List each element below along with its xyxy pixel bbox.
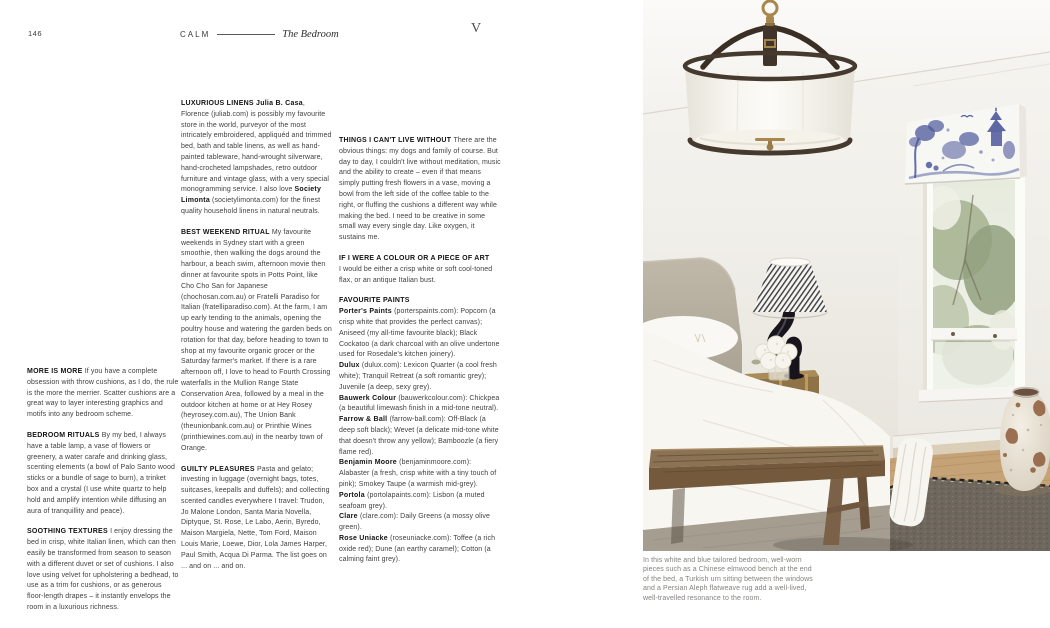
- paint-brand: Portola: [339, 491, 368, 499]
- section-heading: THINGS I CAN'T LIVE WITHOUT: [339, 137, 454, 144]
- section-heading: GUILTY PLEASURES: [181, 465, 257, 473]
- sash-lift: [993, 334, 997, 338]
- chapter-title: CALM: [180, 30, 211, 39]
- paint-brand: Benjamin Moore: [339, 459, 400, 467]
- section-heading: BEST WEEKEND RITUAL: [181, 228, 272, 236]
- paint-brand: Rose Uniacke: [339, 534, 391, 542]
- brass-finial: [767, 144, 774, 151]
- header-rule: [217, 34, 275, 35]
- section-heading: LUXURIOUS LINENS: [181, 100, 257, 107]
- photo-caption: In this white and blue tailored bedroom, well-worn pieces such as a Chinese elmwood bench at the end of the bed, a Turkish urn sitting between the windows and a Persian Aleph flatweave rug add a well-lived, well-travelled resonance to the room.: [643, 557, 813, 602]
- section-heading: SOOTHING TEXTURES: [27, 528, 111, 536]
- text-section: THINGS I CAN'T LIVE WITHOUT There are the obvious things: my dogs and family of course. But day to day, I couldn't live without meditation, music and the ability to create – even if that means simply putting fresh flowers in a vase, moving a bowl from the left side of the coffee table to the right, or fluffing the cushions a different way while making the bed. I need to be creative in some small way every single day. Like oxygen, it sustains me.: [339, 137, 501, 242]
- sash-lift: [951, 332, 955, 336]
- running-head: [180, 29, 339, 40]
- paint-brand: Clare: [339, 513, 360, 521]
- paint-entry: Dulux (dulux.com): Lexicon Quarter (a cool fresh white); Tranquil Retreat (a soft romantic grey); Juvenile (a deep, sexy grey).: [339, 362, 497, 391]
- window: [917, 148, 1031, 402]
- text-section: IF I WERE A COLOUR OR A PIECE OF ART I would be either a crisp white or soft cool-toned flax, or an antique Italian bust.: [339, 254, 503, 286]
- paint-entry: Benjamin Moore (benjaminmoore.com): Alabaster (a fresh, crisp white with a tiny touch of pink); Smokey Taupe (a warmish mid-grey).: [339, 459, 497, 488]
- section-heading: BEDROOM RITUALS: [27, 431, 102, 439]
- text-column-right: [339, 136, 503, 566]
- section-heading: IF I WERE A COLOUR OR A PIECE OF ART: [339, 254, 490, 262]
- paint-brand: Farrow & Ball: [339, 416, 390, 424]
- chapter-mark: V: [471, 21, 482, 36]
- paint-brand: Dulux: [339, 362, 362, 370]
- text-section: LUXURIOUS LINENS Julia B. Casa, Florence (juliab.com) is possibly my favourite store in the world, purveyor of the most intricately embroidered, appliquéd and trimmed bed, bath and table linens, as well as hand-painted tableware, hand-wrought silverware, hand-crocheted lampshades, retro outdoor furniture and vintage glass, with a very special monogramming service. I also love Society Limonta (societylimonta.com) for the finest quality household linens in natural neutrals.: [181, 100, 332, 215]
- bedroom-photo: [643, 0, 1050, 551]
- text-section: MORE IS MORE If you have a complete obsession with throw cushions, as I do, the rule is the more the merrier. Scatter cushions are a great way to layer interesting graphics and motifs into any bedroom scheme.: [27, 368, 179, 419]
- paint-brand: Porter's Paints: [339, 308, 395, 316]
- paint-entry: Bauwerk Colour (bauwerkcolour.com): Chickpea (a beautiful limewash finish in a mid-tone neutral).: [339, 394, 500, 413]
- text-column-middle: [181, 99, 333, 582]
- paints-heading: FAVOURITE PAINTS: [339, 297, 410, 305]
- text-section: SOOTHING TEXTURES I enjoy dressing the bed in crisp, white Italian linen, which can then easily be transformed from season to season with a different duvet or set of cushions. I also love using velvet for upholstering a bedhead, to use as a trim for cushions, or as generous floor-length drapes – it instantly envelops the room in a luxurious richness.: [27, 528, 179, 611]
- section-title-italic: The Bedroom: [282, 29, 339, 40]
- sash-meeting-rail: [931, 328, 1017, 340]
- section-heading: MORE IS MORE: [27, 368, 85, 375]
- paint-entry: Farrow & Ball (farrow-ball.com): Off-Black (a deep soft black); Wevet (a delicate mid-tone white that doesn't throw any yellow); Bamboozle (a fiery flame red).: [339, 416, 499, 456]
- text-column-left: [27, 367, 179, 624]
- text-section: BEST WEEKEND RITUAL My favourite weekends in Sydney start with a green smoothie, then walking the dogs around the harbour, a beach swim, afternoon movie then dinner at favourite spots in Potts Point, like Cho Cho San for Japanese (chochosan.com.au) or Fratelli Paradiso for Italian (fratelliparadiso.com). At the farm, I am up early tending to the animals, opening the poultry house and watering the garden beds on rotation for that day, before heading to town to shop at my favourite organic grocer or the Saturday farmer's market. If there is a rare afternoon off, I love to head to Fourth Crossing waterfalls in the Mullion Range State Conservation Area, followed by a meal in the outdoor kitchen at home or at Hey Rosey (heyrosey.com.au), The Union Bank (theunionbank.com.au) or Printhie Wines (printhiewines.com.au) in the nearby town of Orange.: [181, 228, 332, 452]
- text-section: BEDROOM RITUALS By my bed, I always have a table lamp, a vase of flowers or greenery, a water carafe and drinking glass, scenting elements (a bowl of Palo Santo wood sticks or a bundle of sage to burn), a trinket box and a crystal (I use white quartz to help hold and amplify intention while diffusing an aura of tranquillity and peace).: [27, 431, 175, 515]
- paint-entry: Rose Uniacke (roseuniacke.com): Toffee (a rich oxide red); Dune (an earthy caramel); Cotton (a calming faint grey).: [339, 534, 496, 564]
- page-number: 146: [28, 29, 43, 38]
- paint-entry: Clare (clare.com): Daily Greens (a mossy olive green).: [339, 513, 490, 532]
- paint-brand: Bauwerk Colour: [339, 394, 399, 402]
- paint-entry: Porter's Paints (porterspaints.com): Popcorn (a crisp white that provides the perfect canvas); Aniseed (my all-time favourite black); Black Cockatoo (a dark charcoal with an olive undertone used for Rosedale's kitchen joinery).: [339, 308, 500, 359]
- text-section: GUILTY PLEASURES Pasta and gelato; investing in luggage (overnight bags, totes, suitcases, keepalls and duffels); and collecting scented candles everywhere I travel: Trudon, Jo Malone London, Santa Maria Novella, Diptyque, St. Rose, Le Labo, Aerin, Byredo, Maison Margiela, Nette, Tom Ford, Maison Louis Marie, Loewe, Dior, Lola James Harper, Paul Smith, Acqua Di Parma. The list goes on ... and on ... and on.: [181, 465, 330, 570]
- paint-entry: Portola (portolapaints.com): Lisbon (a muted seafoam grey).: [339, 491, 485, 510]
